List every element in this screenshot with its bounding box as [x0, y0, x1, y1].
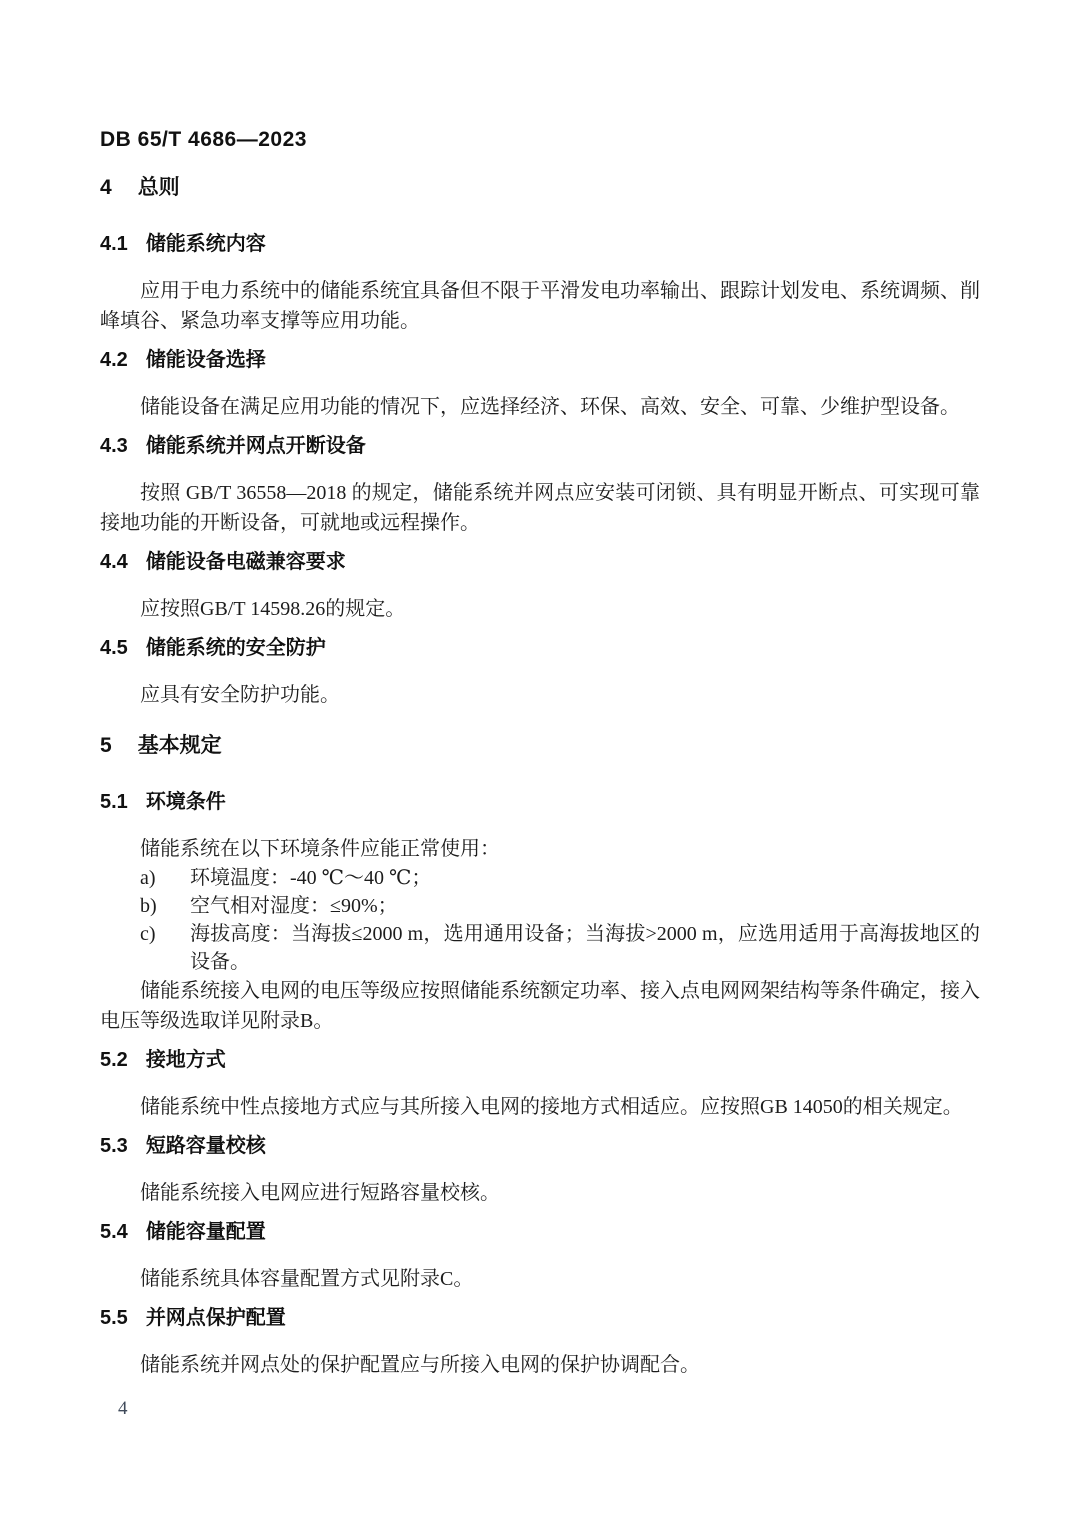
chapter-4-heading	[100, 176, 980, 200]
list-marker: c)	[140, 923, 156, 945]
section-4-4-number: 4.4	[100, 551, 128, 573]
document-content	[100, 128, 980, 1380]
section-4-2-title: 储能设备选择	[145, 349, 266, 371]
list-item	[100, 892, 980, 920]
section-4-3-title: 储能系统并网点开断设备	[145, 435, 366, 457]
section-5-5-number: 5.5	[100, 1307, 128, 1329]
chapter-5-number: 5	[100, 734, 112, 757]
section-4-1-title: 储能系统内容	[145, 233, 266, 255]
section-4-1-paragraph: 应用于电力系统中的储能系统宜具备但不限于平滑发电功率输出、跟踪计划发电、系统调频、削峰填谷、紧急功率支撑等应用功能。	[100, 280, 980, 332]
section-5-4-paragraph: 储能系统具体容量配置方式见附录C。	[140, 1268, 474, 1290]
list-item-text: 空气相对湿度：≤90%；	[190, 895, 398, 917]
section-4-4-paragraph: 应按照GB/T 14598.26的规定。	[140, 598, 406, 620]
section-5-4-heading	[100, 1220, 980, 1244]
section-5-1-intro: 储能系统在以下环境条件应能正常使用：	[140, 838, 500, 860]
section-4-5-number: 4.5	[100, 637, 128, 659]
section-4-2-paragraph: 储能设备在满足应用功能的情况下，应选择经济、环保、高效、安全、可靠、少维护型设备。	[140, 396, 960, 418]
list-item-text: 海拔高度：当海拔≤2000 m，选用通用设备；当海拔>2000 m，应选用适用于高海拔地区的设备。	[190, 923, 980, 973]
chapter-5-heading	[100, 734, 980, 758]
section-4-4-title: 储能设备电磁兼容要求	[145, 551, 346, 573]
page-number: 4	[118, 1398, 128, 1419]
list-marker: b)	[140, 895, 157, 917]
section-4-5-heading	[100, 636, 980, 660]
section-5-3-paragraph: 储能系统接入电网应进行短路容量校核。	[140, 1182, 500, 1204]
chapter-4-number: 4	[100, 176, 112, 199]
section-5-3-number: 5.3	[100, 1135, 128, 1157]
section-4-5-paragraph: 应具有安全防护功能。	[140, 684, 340, 706]
section-5-3-heading	[100, 1134, 980, 1158]
list-item-text: 环境温度：-40 ℃～40 ℃；	[190, 867, 432, 889]
section-5-3-title: 短路容量校核	[145, 1135, 266, 1157]
section-4-2-heading	[100, 348, 980, 372]
chapter-5-title: 基本规定	[137, 734, 222, 757]
list-item	[100, 864, 980, 892]
section-5-5-heading	[100, 1306, 980, 1330]
environment-condition-list	[100, 864, 980, 976]
section-5-4-number: 5.4	[100, 1221, 128, 1243]
section-4-1-heading	[100, 232, 980, 256]
section-4-5-title: 储能系统的安全防护	[145, 637, 326, 659]
section-5-1-heading	[100, 790, 980, 814]
section-4-3-number: 4.3	[100, 435, 128, 457]
section-5-2-paragraph: 储能系统中性点接地方式应与其所接入电网的接地方式相适应。应按照GB 14050的相关规定。	[140, 1096, 963, 1118]
section-5-1-title: 环境条件	[145, 791, 226, 813]
section-4-3-heading	[100, 434, 980, 458]
section-4-4-heading	[100, 550, 980, 574]
section-5-2-number: 5.2	[100, 1049, 128, 1071]
section-4-1-number: 4.1	[100, 233, 128, 255]
section-4-2-number: 4.2	[100, 349, 128, 371]
list-marker: a)	[140, 867, 156, 889]
chapter-4-title: 总则	[137, 176, 180, 199]
section-5-5-title: 并网点保护配置	[145, 1307, 286, 1329]
section-5-4-title: 储能容量配置	[145, 1221, 266, 1243]
section-5-2-heading	[100, 1048, 980, 1072]
section-5-5-paragraph: 储能系统并网点处的保护配置应与所接入电网的保护协调配合。	[140, 1354, 700, 1376]
section-4-3-paragraph: 按照 GB/T 36558—2018 的规定，储能系统并网点应安装可闭锁、具有明显开断点、可实现可靠接地功能的开断设备，可就地或远程操作。	[100, 482, 980, 534]
section-5-1-number: 5.1	[100, 791, 128, 813]
doc-code: DB 65/T 4686—2023	[100, 128, 307, 151]
list-item	[100, 920, 980, 976]
section-5-2-title: 接地方式	[145, 1049, 226, 1071]
section-5-1-paragraph: 储能系统接入电网的电压等级应按照储能系统额定功率、接入点电网网架结构等条件确定，接入电压等级选取详见附录B。	[100, 980, 980, 1032]
